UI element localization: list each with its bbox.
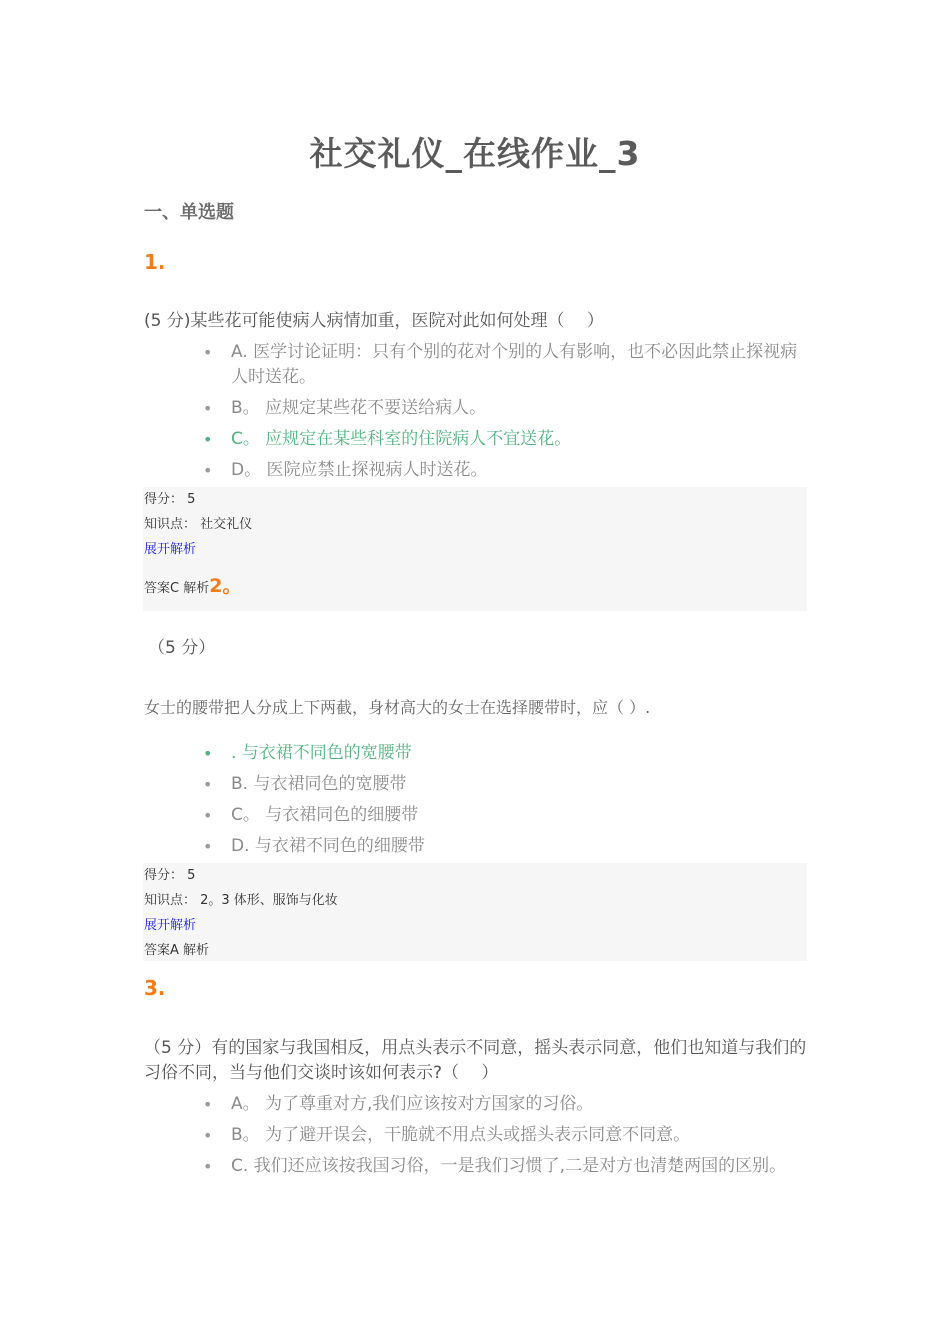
option-b[interactable]	[200, 772, 810, 797]
score-text: 得分： 5	[144, 868, 196, 883]
option-label: B。 应规定某些花不要送给病人。	[231, 398, 487, 418]
option-label: . 与衣裙不同色的宽腰带	[231, 743, 412, 763]
bullet-icon: •	[203, 461, 213, 480]
option-label: D。 医院应禁止探视病人时送花。	[231, 460, 488, 480]
page-title: 社交礼仪_在线作业_3	[309, 134, 641, 173]
bullet-icon: •	[203, 806, 213, 825]
question-text: (5 分)某些花可能使病人病情加重，医院对此如何处理（ ）	[144, 311, 604, 331]
answer-label: 答案C 解析	[144, 581, 210, 596]
score-text: 得分： 5	[144, 492, 196, 507]
bullet-icon: •	[203, 744, 213, 763]
result-panel	[143, 487, 807, 611]
answer-text: 答案A 解析	[144, 943, 210, 958]
expand-analysis-link[interactable]: 展开解析	[144, 918, 197, 933]
knowledge-point: 知识点： 2。3 体形、服饰与化妆	[144, 893, 338, 908]
question-text: 女士的腰带把人分成上下两截，身材高大的女士在选择腰带时，应（ ）.	[144, 698, 651, 717]
option-list	[200, 340, 810, 489]
option-list	[200, 1092, 810, 1185]
option-c-correct[interactable]	[200, 427, 810, 452]
bullet-icon: •	[203, 430, 213, 449]
option-label: C。 与衣裙同色的细腰带	[231, 805, 419, 825]
option-list	[200, 741, 810, 865]
section-heading: 一、单选题	[144, 202, 234, 223]
bullet-icon: •	[203, 775, 213, 794]
bullet-icon: •	[203, 399, 213, 418]
option-label: A. 医学讨论证明：只有个别的花对个别的人有影响，也不必因此禁止探视病人时送花。	[231, 342, 798, 387]
question-number: 2。	[209, 575, 242, 597]
bullet-icon: •	[203, 343, 213, 362]
option-c[interactable]	[200, 1154, 810, 1179]
bullet-icon: •	[203, 1126, 213, 1145]
option-label: B。 为了避开误会，干脆就不用点头或摇头表示同意不同意。	[231, 1125, 691, 1145]
bullet-icon: •	[203, 837, 213, 856]
option-b[interactable]	[200, 396, 810, 421]
option-c[interactable]	[200, 803, 810, 828]
knowledge-point: 知识点： 社交礼仪	[144, 517, 253, 532]
option-a-correct[interactable]	[200, 741, 810, 766]
option-d[interactable]	[200, 458, 810, 483]
bullet-icon: •	[203, 1157, 213, 1176]
option-b[interactable]	[200, 1123, 810, 1148]
option-label: A。 为了尊重对方,我们应该按对方国家的习俗。	[231, 1094, 594, 1114]
option-label: C. 我们还应该按我国习俗，一是我们习惯了,二是对方也清楚两国的区别。	[231, 1156, 787, 1176]
result-panel	[143, 863, 807, 961]
option-label: B. 与衣裙同色的宽腰带	[231, 774, 407, 794]
option-label: C。 应规定在某些科室的住院病人不宜送花。	[231, 429, 572, 449]
bullet-icon: •	[203, 1095, 213, 1114]
expand-analysis-link[interactable]: 展开解析	[144, 542, 197, 557]
question-number: 1.	[144, 250, 166, 274]
option-a[interactable]	[200, 340, 810, 390]
question-score-head: （5 分）	[148, 638, 216, 658]
answer-text	[144, 577, 241, 598]
option-a[interactable]	[200, 1092, 810, 1117]
question-number: 3.	[144, 976, 166, 1000]
option-d[interactable]	[200, 834, 810, 859]
question-text: （5 分）有的国家与我国相反，用点头表示不同意，摇头表示同意，他们也知道与我们的习俗不同，当与他们交谈时该如何表示?（ ）	[144, 1038, 807, 1083]
option-label: D. 与衣裙不同色的细腰带	[231, 836, 425, 856]
